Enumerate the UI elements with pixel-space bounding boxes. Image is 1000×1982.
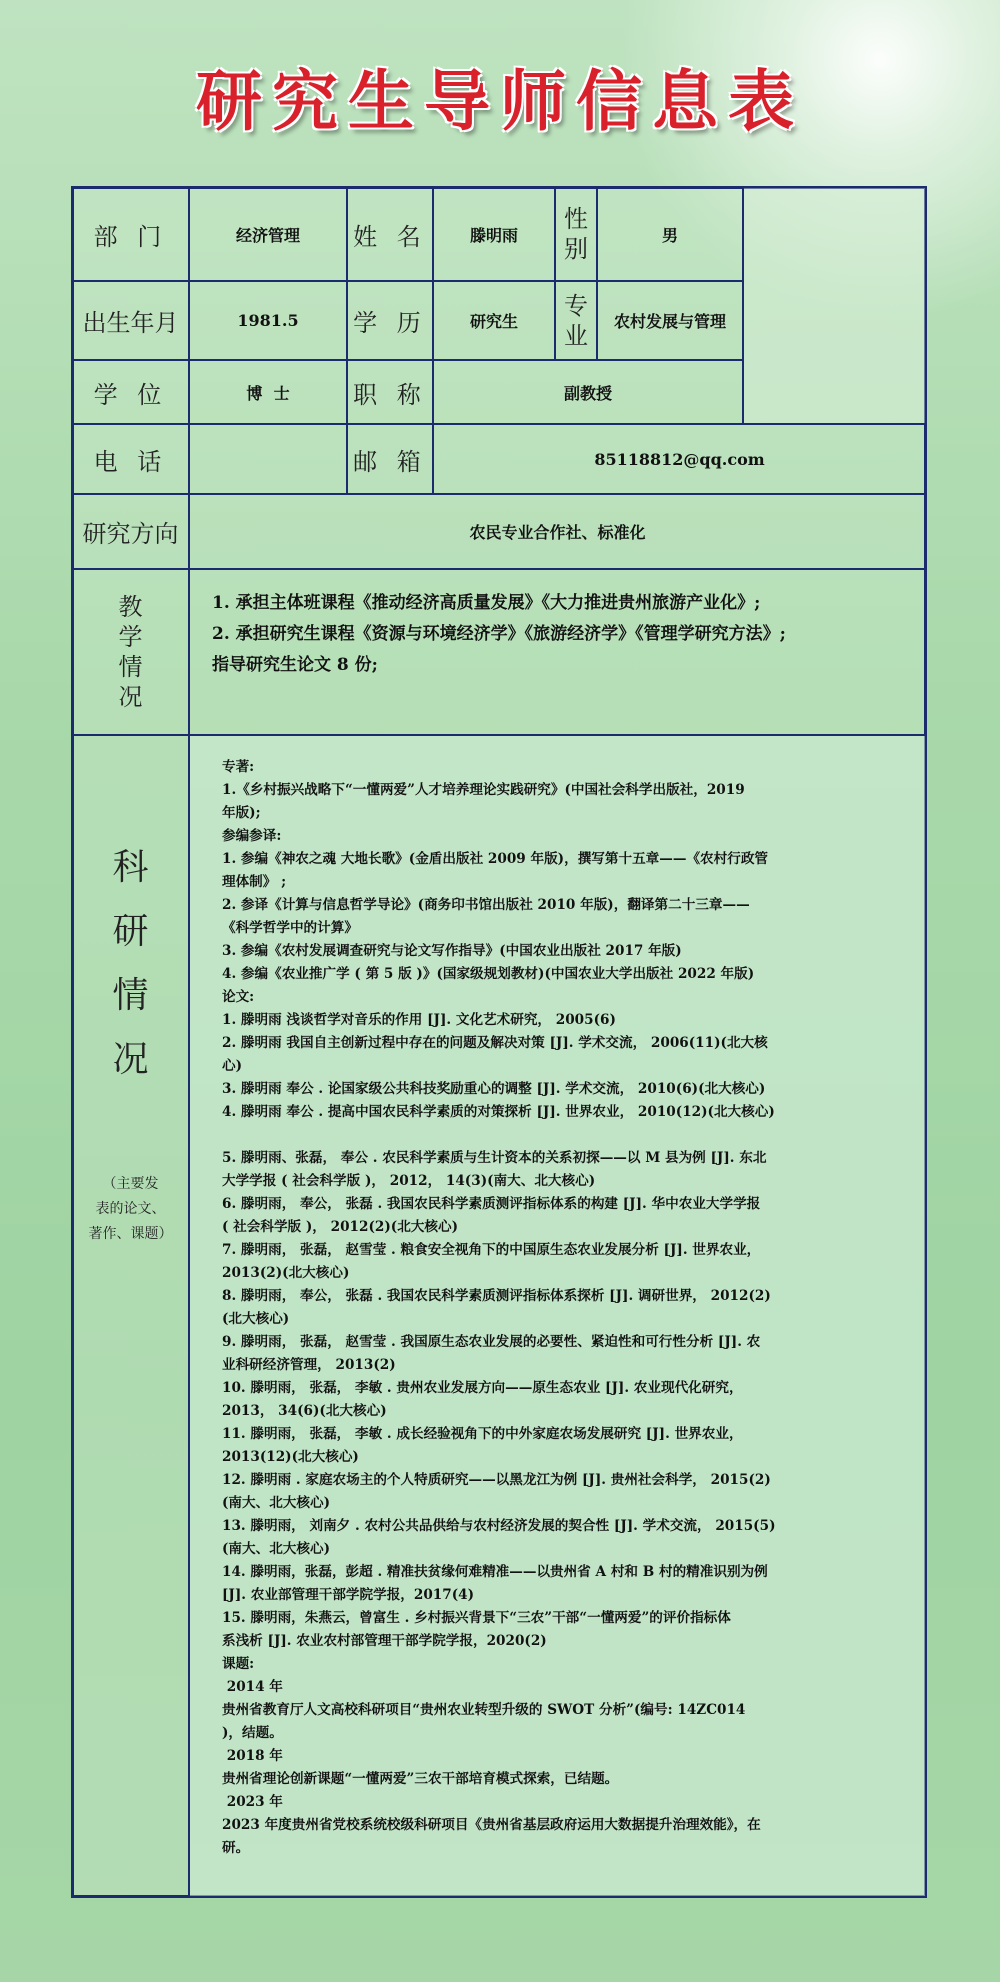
research-line: (北大核心) [222, 1311, 290, 1327]
birth-value: 1981.5 [188, 280, 348, 361]
research-line: 系浅析 [J]. 农业农村部管理干部学院学报，2020(2) [222, 1633, 547, 1649]
research-line: 6. 滕明雨， 奉公， 张磊 . 我国农民科学素质测评指标体系的构建 [J]. 华中农业大学学报 [222, 1196, 761, 1212]
research-line: 12. 滕明雨 . 家庭农场主的个人特质研究——以黑龙江为例 [J]. 贵州社会科学， 2015(2) [222, 1472, 771, 1488]
research-line: 年版); [222, 805, 261, 821]
teaching-label-char: 教 [118, 593, 143, 621]
research-line: 业科研经济管理， 2013(2) [222, 1357, 396, 1373]
research-label-char: 科 [112, 847, 149, 888]
research-line: 《科学哲学中的计算》 [222, 920, 358, 936]
degree-value: 博 士 [188, 359, 348, 425]
research-line: 14. 滕明雨，张磊，彭超 . 精准扶贫缘何难精准——以贵州省 A 村和 B 村的精准识别为例 [222, 1564, 768, 1580]
job-title-value: 副教授 [432, 359, 744, 425]
info-form [71, 186, 927, 1898]
research-line: 13. 滕明雨， 刘南夕 . 农村公共品供给与农村经济发展的契合性 [J]. 学术交流， 2015(5) [222, 1518, 776, 1534]
research-line: (南大、北大核心) [222, 1541, 331, 1557]
research-line: 研。 [222, 1840, 250, 1856]
major-label-char-1: 专 [564, 291, 588, 320]
research-line: 2013(12)(北大核心) [222, 1449, 359, 1465]
major-value: 农村发展与管理 [596, 280, 744, 361]
research-line: 理体制》 ; [222, 874, 287, 890]
research-line: 4. 滕明雨 奉公 . 提高中国农民科学素质的对策探析 [J]. 世界农业， 2010(12)(北大核心) [222, 1104, 775, 1120]
research-line: 贵州省理论创新课题“一懂两爱”三农干部培育模式探索，已结题。 [222, 1771, 619, 1787]
research-line: 5. 滕明雨、张磊， 奉公 . 农民科学素质与生计资本的关系初探——以 M 县为例 [J]. 东北 [222, 1150, 767, 1166]
research-line: 2018 年 [222, 1748, 283, 1764]
birth-label: 出生年月 [71, 280, 190, 361]
research-line: 2014 年 [222, 1679, 283, 1695]
major-label-char-2: 业 [564, 321, 588, 350]
research-line: 10. 滕明雨， 张磊， 李敏 . 贵州农业发展方向——原生态农业 [J]. 农业现代化研究， [222, 1380, 743, 1396]
research-direction-value: 农民专业合作社、标准化 [188, 493, 927, 570]
research-line: )，结题。 [222, 1725, 283, 1741]
research-line: 贵州省教育厅人文高校科研项目“贵州农业转型升级的 SWOT 分析”(编号: 14ZC014 [222, 1702, 746, 1718]
photo-box [742, 186, 927, 425]
gender-label-char-2: 别 [564, 235, 588, 263]
research-line: 1. 滕明雨 浅谈哲学对音乐的作用 [J]. 文化艺术研究， 2005(6) [222, 1012, 616, 1028]
research-line: 2023 年 [222, 1794, 283, 1810]
research-line: 11. 滕明雨， 张磊， 李敏 . 成长经验视角下的中外家庭农场发展研究 [J]. 世界农业， [222, 1426, 743, 1442]
teaching-line: 2. 承担研究生课程《资源与环境经济学》《旅游经济学》《管理学研究方法》; [212, 624, 786, 644]
page-title: 研究生导师信息表 [196, 63, 804, 140]
research-line: 2023 年度贵州省党校系统校级科研项目《贵州省基层政府运用大数据提升治理效能》，在 [222, 1817, 761, 1833]
research-sub-label-line: 著作、课题） [88, 1226, 173, 1242]
research-line: 4. 参编《农业推广学 ( 第 5 版 )》(国家级规划教材)(中国农业大学出版社 2022 年版) [222, 966, 755, 982]
research-label-char: 况 [112, 1039, 149, 1080]
dept-value: 经济管理 [188, 186, 348, 282]
research-line: 7. 滕明雨， 张磊， 赵雪莹 . 粮食安全视角下的中国原生态农业发展分析 [J]. 世界农业， [222, 1242, 761, 1258]
email-label: 邮 箱 [346, 423, 434, 495]
teaching-content [188, 568, 927, 736]
teaching-line: 指导研究生论文 8 份; [212, 655, 378, 675]
teaching-label [71, 568, 190, 736]
teaching-label-char: 学 [118, 623, 143, 651]
gender-label-char-1: 性 [564, 205, 588, 233]
research-sub-label-line: 表的论文、 [95, 1201, 166, 1217]
research-line: 心) [222, 1058, 243, 1074]
email-value: 85118812@qq.com [432, 423, 927, 495]
research-line: 专著: [222, 759, 255, 775]
research-line: 参编参译: [222, 828, 282, 844]
research-sub-label-line: （主要发 [102, 1176, 159, 1192]
teaching-label-char: 况 [118, 683, 143, 711]
dept-label: 部 门 [71, 186, 190, 282]
research-line: 3. 参编《农村发展调查研究与论文写作指导》(中国农业出版社 2017 年版) [222, 943, 682, 959]
research-line: 9. 滕明雨， 张磊， 赵雪莹 . 我国原生态农业发展的必要性、紧迫性和可行性分析 [J]. 农 [222, 1334, 761, 1350]
phone-value [188, 423, 348, 495]
teaching-line: 1. 承担主体班课程《推动经济高质量发展》《大力推进贵州旅游产业化》; [212, 593, 761, 613]
research-line: 大学学报 ( 社会科学版 )， 2012， 14(3)(南大、北大核心) [222, 1173, 596, 1189]
teaching-label-char: 情 [118, 653, 143, 681]
research-label-char: 情 [112, 975, 149, 1016]
name-value: 滕明雨 [432, 186, 556, 282]
research-label [71, 734, 190, 1898]
research-line: 3. 滕明雨 奉公 . 论国家级公共科技奖励重心的调整 [J]. 学术交流， 2010(6)(北大核心) [222, 1081, 766, 1097]
name-label: 姓 名 [346, 186, 434, 282]
research-line: 1.《乡村振兴战略下“一懂两爱”人才培养理论实践研究》(中国社会科学出版社，2019 [222, 782, 745, 798]
research-label-char: 研 [112, 911, 149, 952]
gender-label [554, 186, 598, 282]
research-line: 2013(2)(北大核心) [222, 1265, 350, 1281]
research-sub-label [89, 1172, 173, 1247]
research-content [188, 734, 927, 1898]
gender-value: 男 [596, 186, 744, 282]
research-line: 2. 参译《计算与信息哲学导论》(商务印书馆出版社 2010 年版)，翻译第二十三章—— [222, 897, 750, 913]
research-line: 15. 滕明雨，朱燕云，曾富生 . 乡村振兴背景下“三农”干部“一懂两爱”的评价指标体 [222, 1610, 731, 1626]
research-line: ( 社会科学版 )， 2012(2)(北大核心) [222, 1219, 459, 1235]
research-line: (南大、北大核心) [222, 1495, 331, 1511]
phone-label: 电 话 [71, 423, 190, 495]
research-direction-label: 研究方向 [71, 493, 190, 570]
major-label [554, 280, 598, 361]
degree-label: 学 位 [71, 359, 190, 425]
research-line: [J]. 农业部管理干部学院学报，2017(4) [222, 1587, 475, 1603]
research-line: 2. 滕明雨 我国自主创新过程中存在的问题及解决对策 [J]. 学术交流， 2006(11)(北大核 [222, 1035, 768, 1051]
research-line: 1. 参编《神农之魂 大地长歌》(金盾出版社 2009 年版)，撰写第十五章——《农村行政管 [222, 851, 769, 867]
research-line: 8. 滕明雨， 奉公， 张磊 . 我国农民科学素质测评指标体系探析 [J]. 调研世界， 2012(2) [222, 1288, 771, 1304]
education-value: 研究生 [432, 280, 556, 361]
research-line: 2013， 34(6)(北大核心) [222, 1403, 387, 1419]
education-label: 学 历 [346, 280, 434, 361]
research-line: 课题: [222, 1656, 255, 1672]
research-line: 论文: [222, 989, 255, 1005]
job-title-label: 职 称 [346, 359, 434, 425]
